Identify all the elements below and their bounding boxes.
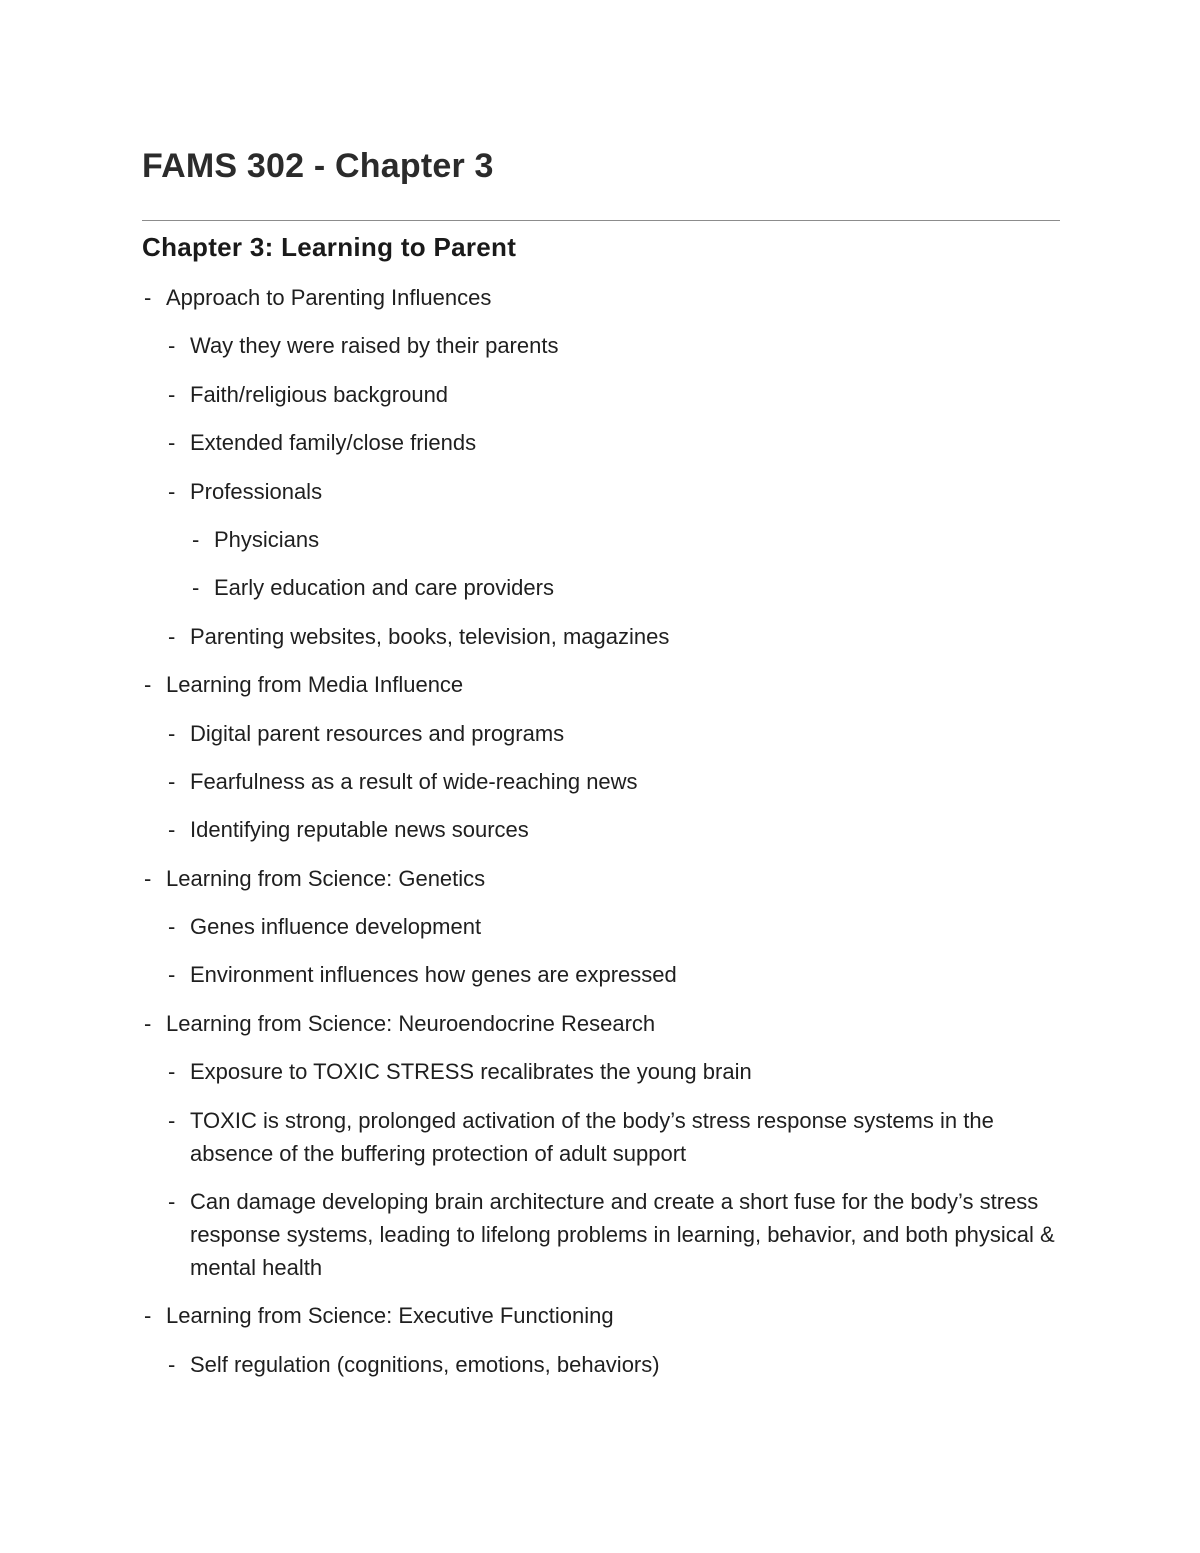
bullet-dash: - xyxy=(168,1107,176,1133)
bullet-dash: - xyxy=(168,720,176,746)
outline-item-level-2 xyxy=(142,1104,1060,1170)
title-divider xyxy=(142,220,1060,221)
outline-item-text: Learning from Science: Executive Functioning xyxy=(166,1303,614,1329)
bullet-dash: - xyxy=(192,526,200,552)
outline-item-level-2 xyxy=(142,426,1060,459)
bullet-dash: - xyxy=(168,962,176,988)
bullet-dash: - xyxy=(144,1303,152,1329)
outline-item-text: Way they were raised by their parents xyxy=(190,333,559,359)
outline-item-text: Learning from Science: Neuroendocrine Research xyxy=(166,1010,656,1036)
outline-item-level-3 xyxy=(142,571,1060,604)
outline-item-text: Physicians xyxy=(214,526,320,552)
outline-item-text: Extended family/close friends xyxy=(190,430,477,456)
outline-item-level-2 xyxy=(142,1055,1060,1088)
bullet-dash: - xyxy=(168,623,176,649)
outline-item-text: Faith/religious background xyxy=(190,381,449,407)
outline-item-text: Self regulation (cognitions, emotions, behaviors) xyxy=(190,1351,660,1377)
outline-item-text: Early education and care providers xyxy=(214,575,554,601)
bullet-dash: - xyxy=(168,1059,176,1085)
outline-item-level-2 xyxy=(142,475,1060,508)
bullet-dash: - xyxy=(144,865,152,891)
outline-item-level-2 xyxy=(142,1348,1060,1381)
outline-item-level-1 xyxy=(142,1007,1060,1040)
outline-item-text: Parenting websites, books, television, magazines xyxy=(190,623,670,649)
outline-item-text: Professionals xyxy=(190,478,323,504)
outline-item-text: Fearfulness as a result of wide-reaching news xyxy=(190,768,638,794)
bullet-dash: - xyxy=(168,914,176,940)
bullet-dash: - xyxy=(144,672,152,698)
bullet-dash: - xyxy=(144,285,152,310)
outline-item-level-2 xyxy=(142,378,1060,411)
section-heading: Chapter 3: Learning to Parent xyxy=(142,232,517,262)
outline-item-text: Approach to Parenting Influences xyxy=(166,285,492,310)
outline-item-level-1 xyxy=(142,1299,1060,1332)
outline-item-level-2 xyxy=(142,958,1060,991)
outline-item-text: Genes influence development xyxy=(190,914,482,940)
outline-item-text: Digital parent resources and programs xyxy=(190,720,565,746)
outline-item-text: Learning from Science: Genetics xyxy=(166,865,486,891)
bullet-dash: - xyxy=(168,478,176,504)
outline-item-level-2 xyxy=(142,765,1060,798)
document-title: FAMS 302 - Chapter 3 xyxy=(142,147,494,185)
outline-item-level-1 xyxy=(142,862,1060,895)
bullet-dash: - xyxy=(168,768,176,794)
outline-item-level-1 xyxy=(142,668,1060,701)
bullet-dash: - xyxy=(168,430,176,456)
outline-item-level-1 xyxy=(142,281,1060,314)
bullet-dash: - xyxy=(168,1189,176,1215)
bullet-dash: - xyxy=(168,333,176,359)
outline-item-text: Can damage developing brain architecture and create a short fuse for the body’s stress response systems, leading to lifelong problems in learning, behavior, and both physical & mental health xyxy=(190,1189,1055,1281)
outline-item-level-2 xyxy=(142,717,1060,750)
outline-item-level-2 xyxy=(142,620,1060,653)
outline-item-level-2 xyxy=(142,329,1060,362)
outline-item-level-2 xyxy=(142,813,1060,846)
outline-item-text: Environment influences how genes are expressed xyxy=(190,962,677,988)
bullet-dash: - xyxy=(192,575,200,601)
outline-list xyxy=(142,281,1060,1396)
bullet-dash: - xyxy=(168,817,176,843)
outline-item-level-2 xyxy=(142,1185,1060,1284)
outline-item-text: Identifying reputable news sources xyxy=(190,817,529,843)
bullet-dash: - xyxy=(144,1010,152,1036)
bullet-dash: - xyxy=(168,1351,176,1377)
outline-item-text: TOXIC is strong, prolonged activation of the body’s stress response systems in the absence of the buffering protection of adult support xyxy=(190,1107,994,1166)
bullet-dash: - xyxy=(168,381,176,407)
outline-item-text: Exposure to TOXIC STRESS recalibrates the young brain xyxy=(190,1059,752,1085)
outline-item-level-2 xyxy=(142,910,1060,943)
outline-item-text: Learning from Media Influence xyxy=(166,672,464,698)
outline-item-level-3 xyxy=(142,523,1060,556)
